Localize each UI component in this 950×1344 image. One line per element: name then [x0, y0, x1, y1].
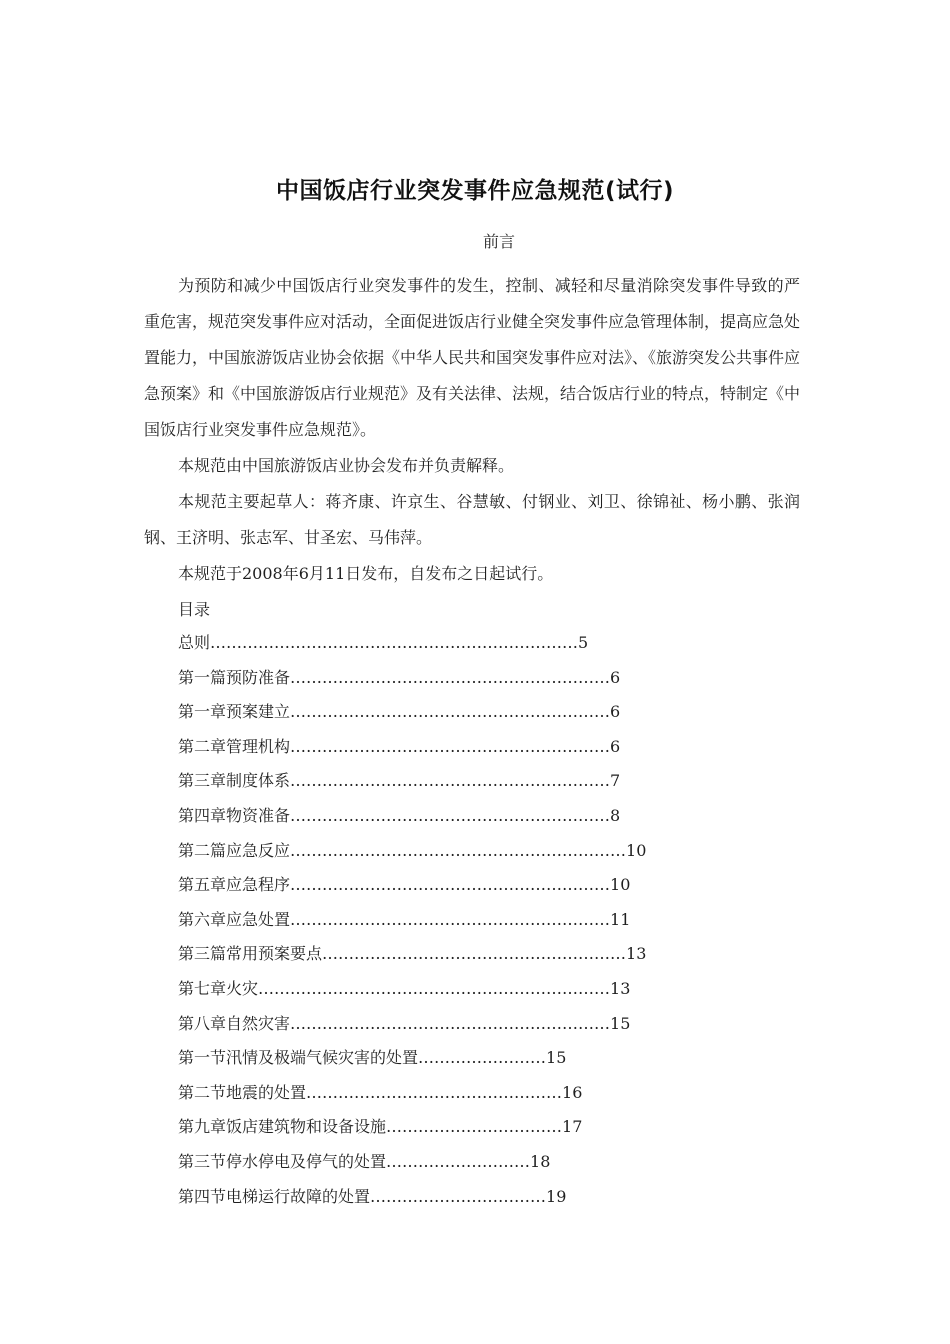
toc-item-label: 第三章制度体系 — [178, 771, 291, 791]
toc-item-label: 第八章自然灾害 — [178, 1013, 291, 1033]
toc-item-label: 总则 — [178, 633, 211, 652]
toc-item-label: 第一节汛情及极端气候灾害的处置 — [178, 1048, 419, 1068]
toc-item-label: 第二篇应急反应 — [178, 840, 291, 860]
toc-item-page: 19 — [546, 1186, 567, 1206]
toc-item-chapter-3 — [178, 764, 798, 799]
toc-item-section-2 — [178, 1076, 798, 1111]
toc-item-page: 18 — [530, 1151, 551, 1171]
toc-item-section-4 — [178, 1180, 798, 1215]
toc-item-chapter-5 — [178, 868, 798, 903]
toc-item-label: 第二节地震的处置 — [178, 1082, 307, 1102]
toc-item-page: 13 — [610, 978, 631, 998]
toc-item-page: 16 — [562, 1082, 583, 1102]
toc-item-label: 第九章饭店建筑物和设备设施 — [178, 1117, 387, 1137]
toc-item-label: 第五章应急程序 — [178, 875, 291, 895]
preface-paragraph-purpose: 为预防和减少中国饭店行业突发事件的发生，控制、减轻和尽量消除突发事件导致的严重危害，规范突发事件应对活动，全面促进饭店行业健全突发事件应急管理体制，提高应急处置能力，中国旅游饭店业协会依据《中华人民共和国突发事件应对法》、《旅游突发公共事件应急预案》和《中国旅游饭店行业规范》及有关法律、法规，结合饭店行业的特点，特制定《中国饭店行业突发事件应急规范》。 — [144, 276, 801, 439]
toc-leader-dots: …………………………………………………… — [290, 1013, 611, 1033]
toc-item-page: 13 — [626, 944, 647, 964]
toc-item-label: 第三篇常用预案要点 — [178, 944, 323, 964]
toc-item-chapter-7 — [178, 972, 798, 1007]
toc-leader-dots: …………………………… — [386, 1117, 563, 1137]
toc-leader-dots: …………………………… — [370, 1186, 547, 1206]
toc-leader-dots: ………………………………………………… — [322, 944, 627, 964]
toc-leader-dots: ………………………………………………………… — [258, 978, 611, 998]
toc-item-chapter-8 — [178, 1007, 798, 1042]
toc-item-part-3 — [178, 937, 798, 972]
toc-item-page: 11 — [610, 909, 631, 929]
toc-heading: 目录 — [178, 600, 211, 619]
toc-leader-dots: ……………………………………………………… — [290, 840, 627, 860]
toc-item-page: 6 — [610, 736, 621, 756]
toc-item-section-3 — [178, 1145, 798, 1180]
toc-item-label: 第四节电梯运行故障的处置 — [178, 1186, 371, 1206]
preface-paragraph-effective-date: 本规范于2008年6月11日发布，自发布之日起试行。 — [178, 564, 554, 583]
preface-heading: 前言 — [482, 232, 515, 251]
toc-item-chapter-6 — [178, 903, 798, 938]
toc-leader-dots: ……………………… — [386, 1151, 531, 1171]
toc-leader-dots: …………………………………………………… — [290, 667, 611, 687]
toc-item-page: 17 — [562, 1117, 583, 1137]
toc-leader-dots: …………………………………………………… — [290, 771, 611, 791]
toc-item-label: 第三节停水停电及停气的处置 — [178, 1151, 387, 1171]
toc-item-page: 10 — [610, 875, 631, 895]
toc-item-section-1 — [178, 1041, 798, 1076]
toc-leader-dots: …………………………………………………… — [290, 736, 611, 756]
toc-item-page: 8 — [610, 805, 621, 825]
toc-item-label: 第四章物资准备 — [178, 805, 291, 825]
toc-item-label: 第七章火灾 — [178, 978, 259, 998]
toc-leader-dots: ………………………………………… — [306, 1082, 563, 1102]
toc-item-part-2 — [178, 834, 798, 869]
toc-leader-dots: …………………………………………………… — [290, 702, 611, 722]
preface-paragraph-interpretation: 本规范由中国旅游饭店业协会发布并负责解释。 — [178, 456, 515, 475]
toc-item-label: 第二章管理机构 — [178, 736, 291, 756]
toc-item-chapter-4 — [178, 799, 798, 834]
toc-item-label: 第一篇预防准备 — [178, 667, 291, 687]
toc-leader-dots: …………………………………………………… — [290, 909, 611, 929]
toc-item-label: 第一章预案建立 — [178, 702, 291, 722]
toc-item-general — [178, 626, 798, 661]
table-of-contents — [178, 626, 798, 1214]
toc-item-page: 6 — [610, 667, 621, 687]
preface-paragraph-drafters: 本规范主要起草人：蒋齐康、许京生、谷慧敏、付钢业、刘卫、徐锦祉、杨小鹏、张润钢、王济明、张志军、甘圣宏、马伟萍。 — [144, 492, 800, 547]
toc-leader-dots: …………………………………………………… — [290, 875, 611, 895]
toc-leader-dots: …………………… — [418, 1048, 547, 1068]
toc-item-part-1 — [178, 661, 798, 696]
toc-item-page: 10 — [626, 840, 647, 860]
toc-leader-dots: …………………………………………………………… — [210, 633, 579, 652]
toc-item-page: 15 — [546, 1048, 567, 1068]
toc-item-label: 第六章应急处置 — [178, 909, 291, 929]
document-title: 中国饭店行业突发事件应急规范(试行) — [275, 178, 675, 204]
toc-item-page: 15 — [610, 1013, 631, 1033]
toc-item-page: 7 — [610, 771, 621, 791]
toc-item-chapter-1 — [178, 695, 798, 730]
toc-item-chapter-9 — [178, 1110, 798, 1145]
preface-body — [144, 268, 800, 628]
toc-item-page: 5 — [578, 633, 589, 652]
toc-item-chapter-2 — [178, 730, 798, 765]
toc-leader-dots: …………………………………………………… — [290, 805, 611, 825]
toc-item-page: 6 — [610, 702, 621, 722]
